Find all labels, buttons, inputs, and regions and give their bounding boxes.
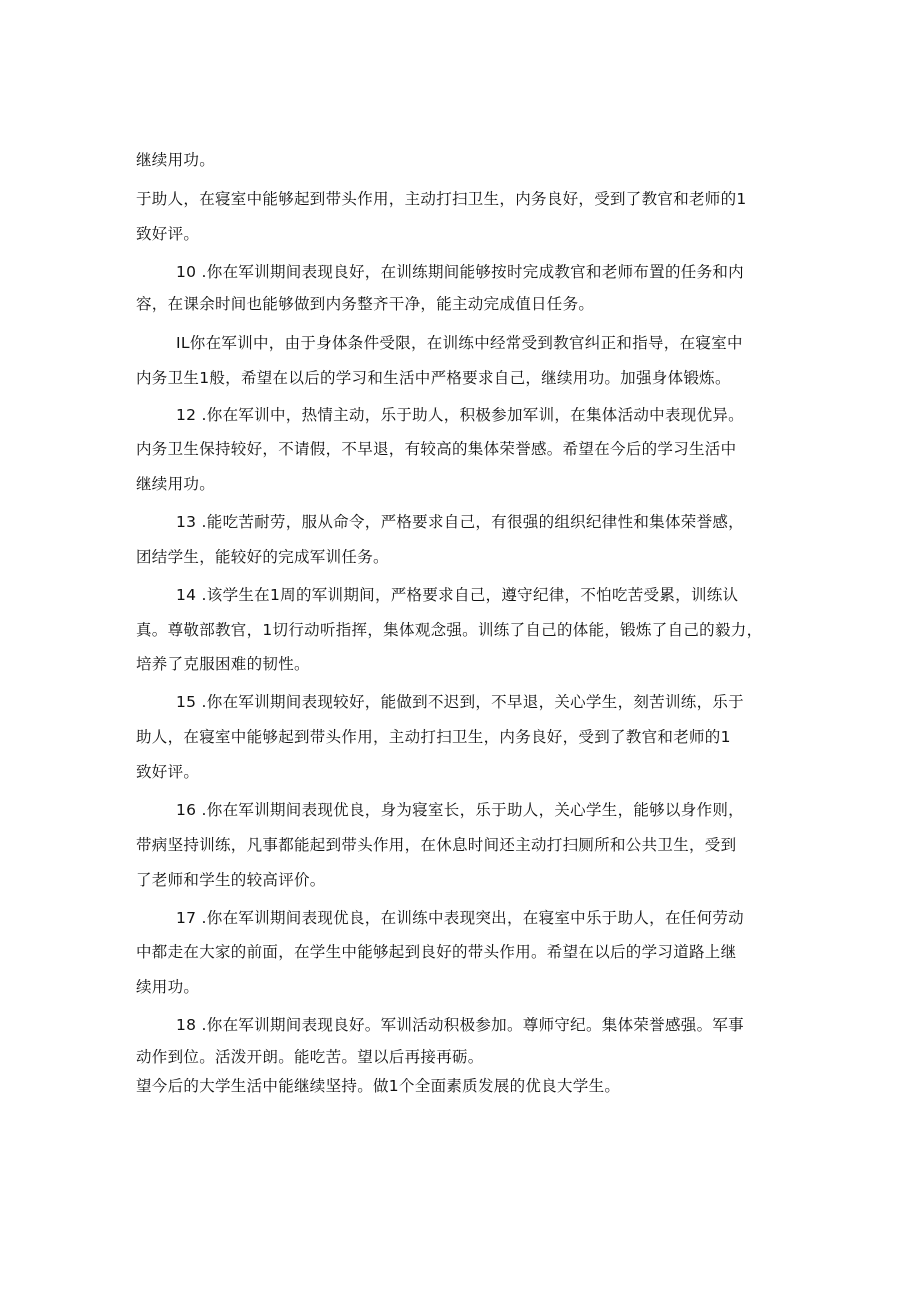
text-line: 了老师和学生的较高评价。 (136, 871, 326, 889)
text-line: 10 .你在军训期间表现良好，在训练期间能够按时完成教官和老师布置的任务和内 (176, 263, 744, 281)
text-line: 真。尊敬部教官，1切行动听指挥，集体观念强。训练了自己的体能，锻炼了自己的毅力， (136, 621, 763, 639)
text-line: 17 .你在军训期间表现优良，在训练中表现突出，在寝室中乐于助人，在任何劳动 (176, 909, 744, 927)
text-line: 内务卫生保持较好，不请假，不早退，有较高的集体荣誉感。希望在今后的学习生活中 (136, 440, 737, 458)
text-line: 继续用功。 (136, 151, 216, 169)
text-line: 13 .能吃苦耐劳，服从命令，严格要求自己，有很强的组织纪律性和集体荣誉感， (176, 513, 744, 531)
text-line: IL你在军训中，由于身体条件受限，在训练中经常受到教官纠正和指导，在寝室中 (176, 334, 743, 352)
text-line: 16 .你在军训期间表现优良，身为寝室长，乐于助人，关心学生，能够以身作则， (176, 801, 744, 819)
text-line: 内务卫生1般，希望在以后的学习和生活中严格要求自己，继续用功。加强身体锻炼。 (136, 369, 731, 387)
text-line: 18 .你在军训期间表现良好。军训活动积极参加。尊师守纪。集体荣誉感强。军事 (176, 1016, 744, 1034)
text-line: 动作到位。活泼开朗。能吃苦。望以后再接再砺。 (136, 1048, 484, 1066)
text-line: 14 .该学生在1周的军训期间，严格要求自己，遵守纪律，不怕吃苦受累，训练认 (176, 586, 739, 604)
text-line: 继续用功。 (136, 475, 216, 493)
text-line: 培养了克服困难的韧性。 (136, 655, 310, 673)
text-line: 致好评。 (136, 225, 200, 243)
text-line: 容，在课余时间也能够做到内务整齐干净，能主动完成值日任务。 (136, 295, 595, 313)
text-line: 中都走在大家的前面，在学生中能够起到良好的带头作用。希望在以后的学习道路上继 (136, 943, 737, 961)
text-line: 15 .你在军训期间表现较好，能做到不迟到，不早退，关心学生，刻苦训练，乐于 (176, 693, 744, 711)
text-line: 助人，在寝室中能够起到带头作用，主动打扫卫生，内务良好，受到了教官和老师的1 (136, 728, 731, 746)
text-line: 续用功。 (136, 978, 200, 996)
text-line: 团结学生，能较好的完成军训任务。 (136, 548, 389, 566)
text-line: 望今后的大学生活中能继续坚持。做1个全面素质发展的优良大学生。 (136, 1077, 621, 1095)
text-line: 12 .你在军训中，热情主动，乐于助人，积极参加军训，在集体活动中表现优异。 (176, 406, 744, 424)
text-line: 于助人，在寝室中能够起到带头作用，主动打扫卫生，内务良好，受到了教官和老师的1 (136, 190, 747, 208)
text-line: 致好评。 (136, 763, 200, 781)
text-line: 带病坚持训练，凡事都能起到带头作用，在休息时间还主动打扫厕所和公共卫生，受到 (136, 836, 737, 854)
